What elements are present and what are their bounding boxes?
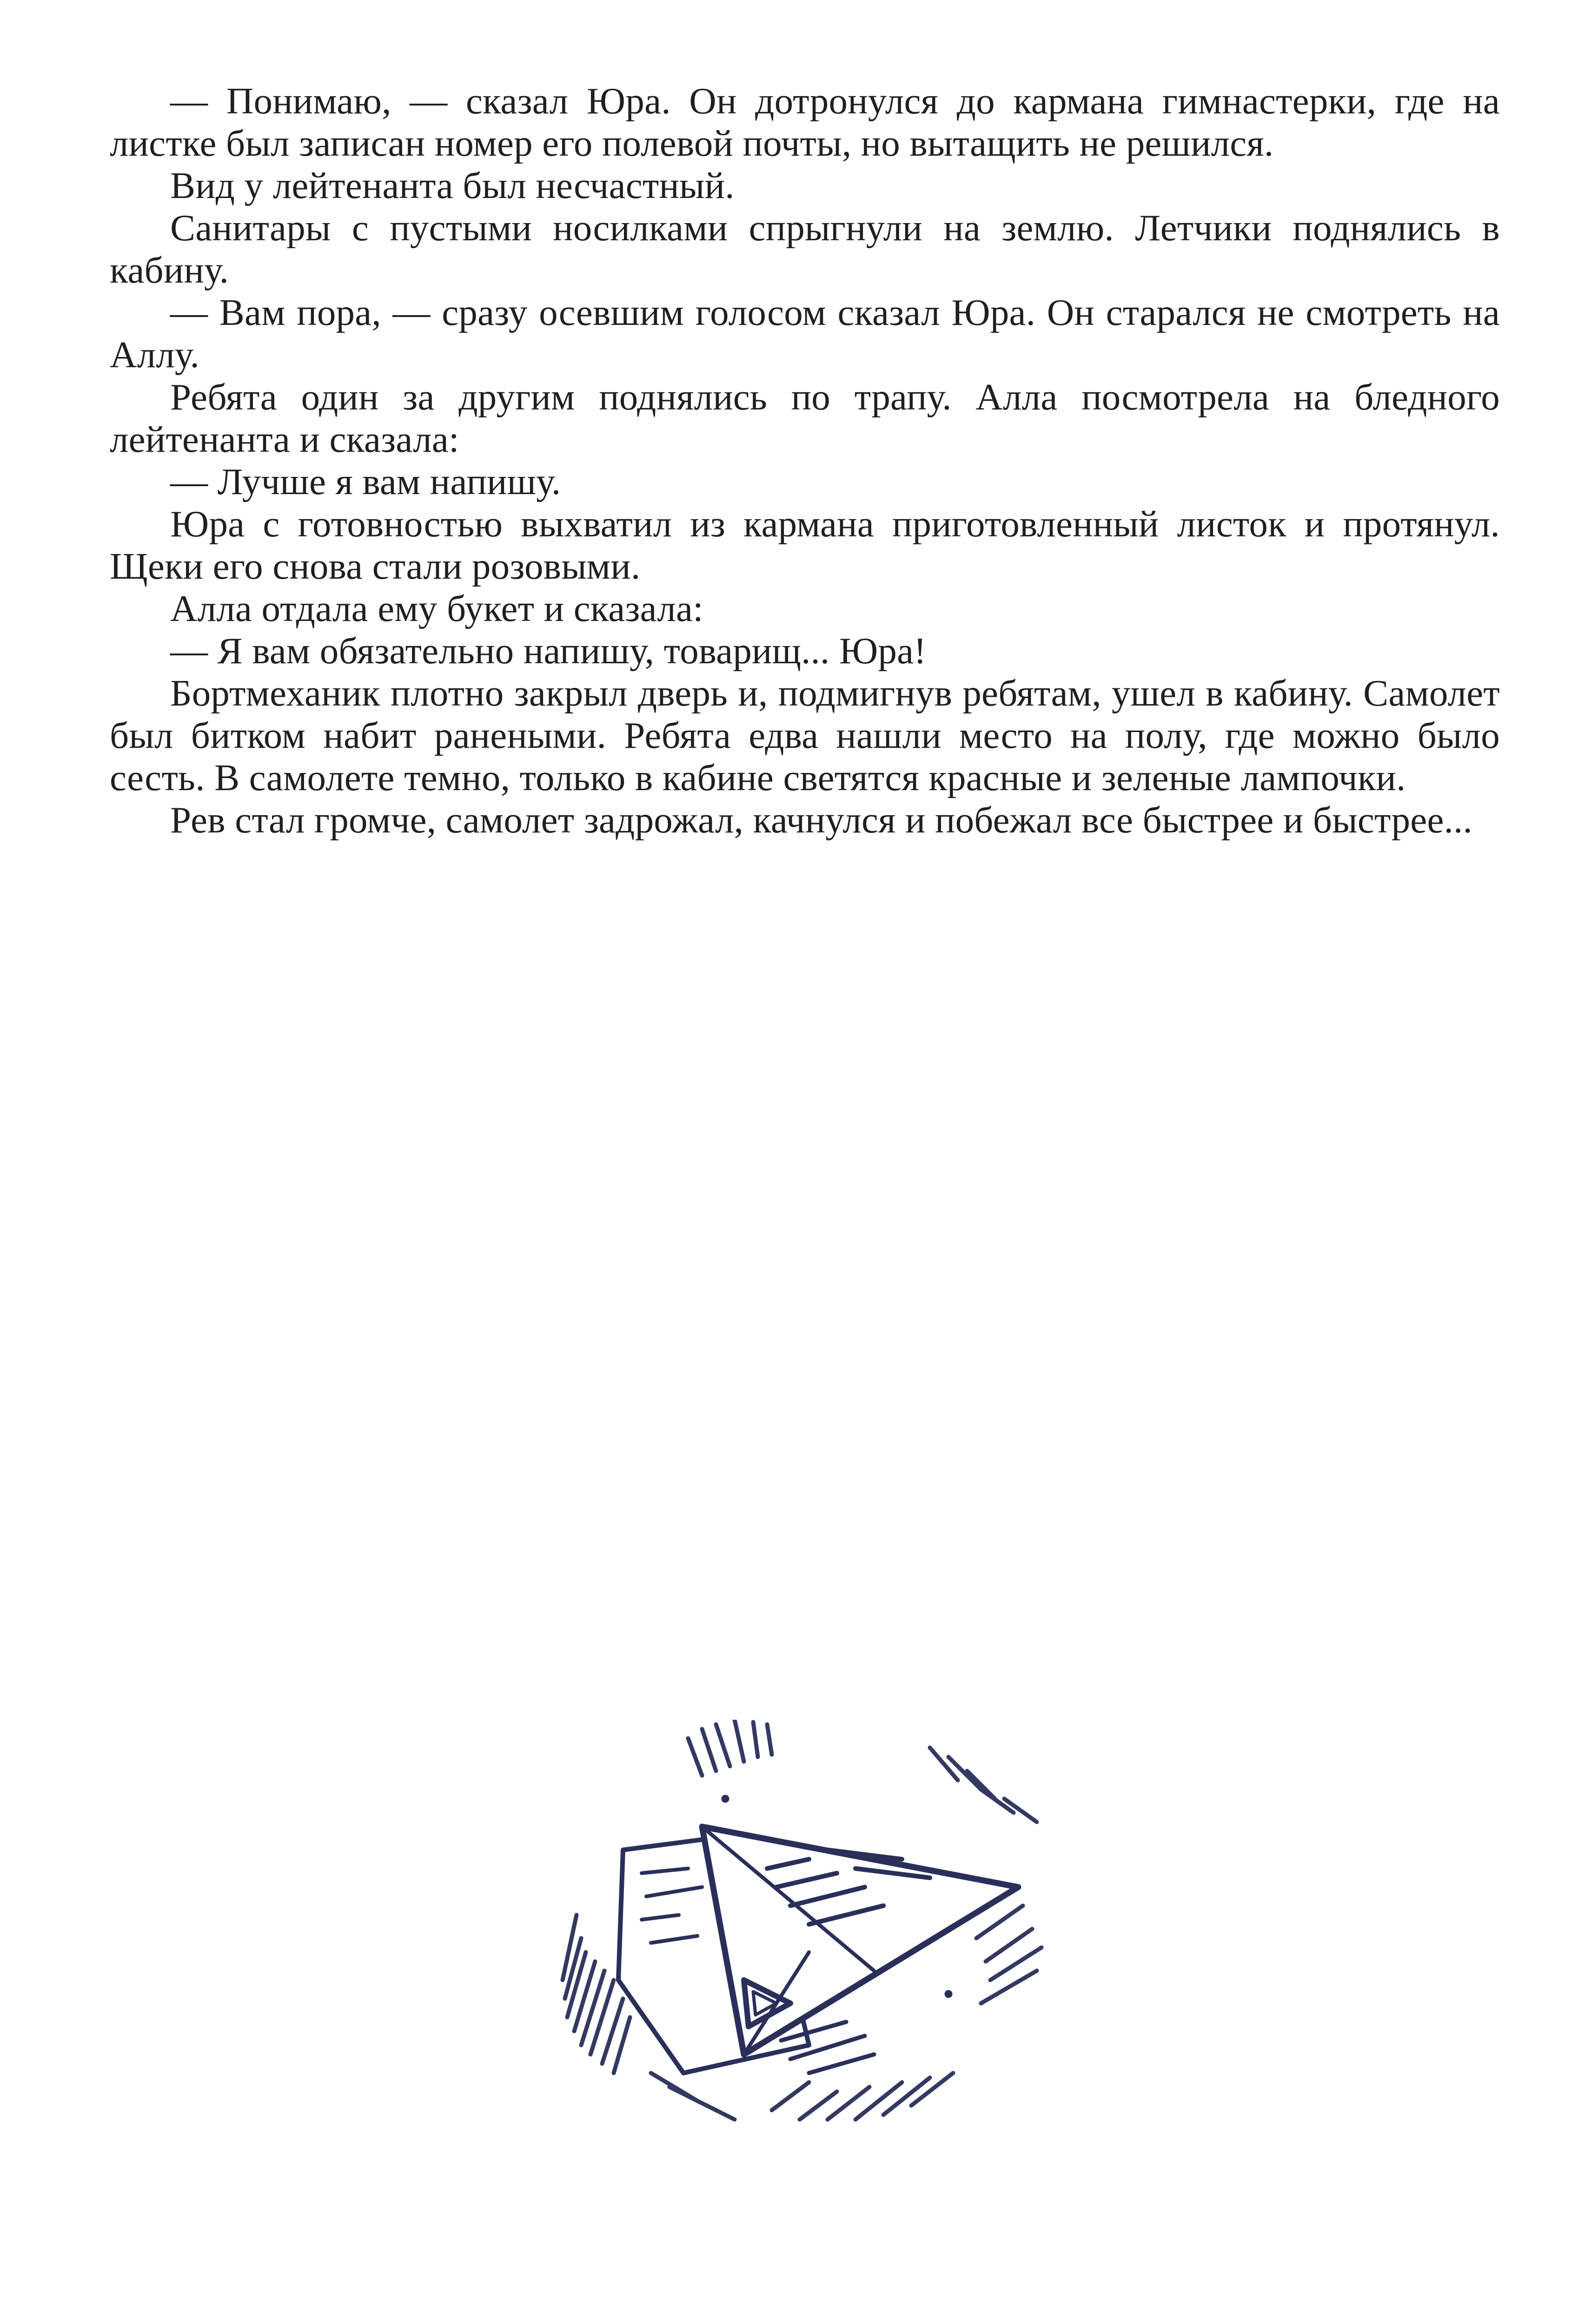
- paragraph: — Понимаю, — сказал Юра. Он дотронулся до кармана гимнастерки, где на листке был записан номер его полевой почты, но вытащить не решился.: [110, 80, 1500, 164]
- paragraph: Ребята один за другим поднялись по трапу. Алла посмотрела на бледного лейтенанта и сказала:: [110, 376, 1500, 460]
- paragraph: Юра с готовностью выхватил из кармана приготовленный листок и протянул. Щеки его снова стали розовыми.: [110, 503, 1500, 587]
- paragraph: — Лучше я вам напишу.: [170, 461, 561, 502]
- paragraph: Санитары с пустыми носилками спрыгнули на землю. Летчики поднялись в кабину.: [110, 207, 1500, 291]
- triangle-letter-drawing-icon: [549, 1720, 1102, 2124]
- paragraph: Алла отдала ему букет и сказала:: [170, 588, 703, 629]
- paragraph: Рев стал громче, самолет задрожал, качнулся и побежал все быстрее и быстрее...: [170, 799, 1472, 841]
- paragraph: — Вам пора, — сразу осевшим голосом сказал Юра. Он старался не смотреть на Аллу.: [110, 291, 1500, 376]
- paragraph: — Я вам обязательно напишу, товарищ... Юра!: [170, 630, 927, 672]
- story-text: [110, 80, 1500, 841]
- paragraph: Бортмеханик плотно закрыл дверь и, подмигнув ребятам, ушел в кабину. Самолет был битком набит ранеными. Ребята едва нашли место на полу, где можно было сесть. В самолете темно, только в кабине светятся красные и зеленые лампочки.: [110, 672, 1500, 799]
- paragraph: Вид у лейтенанта был несчастный.: [170, 165, 735, 206]
